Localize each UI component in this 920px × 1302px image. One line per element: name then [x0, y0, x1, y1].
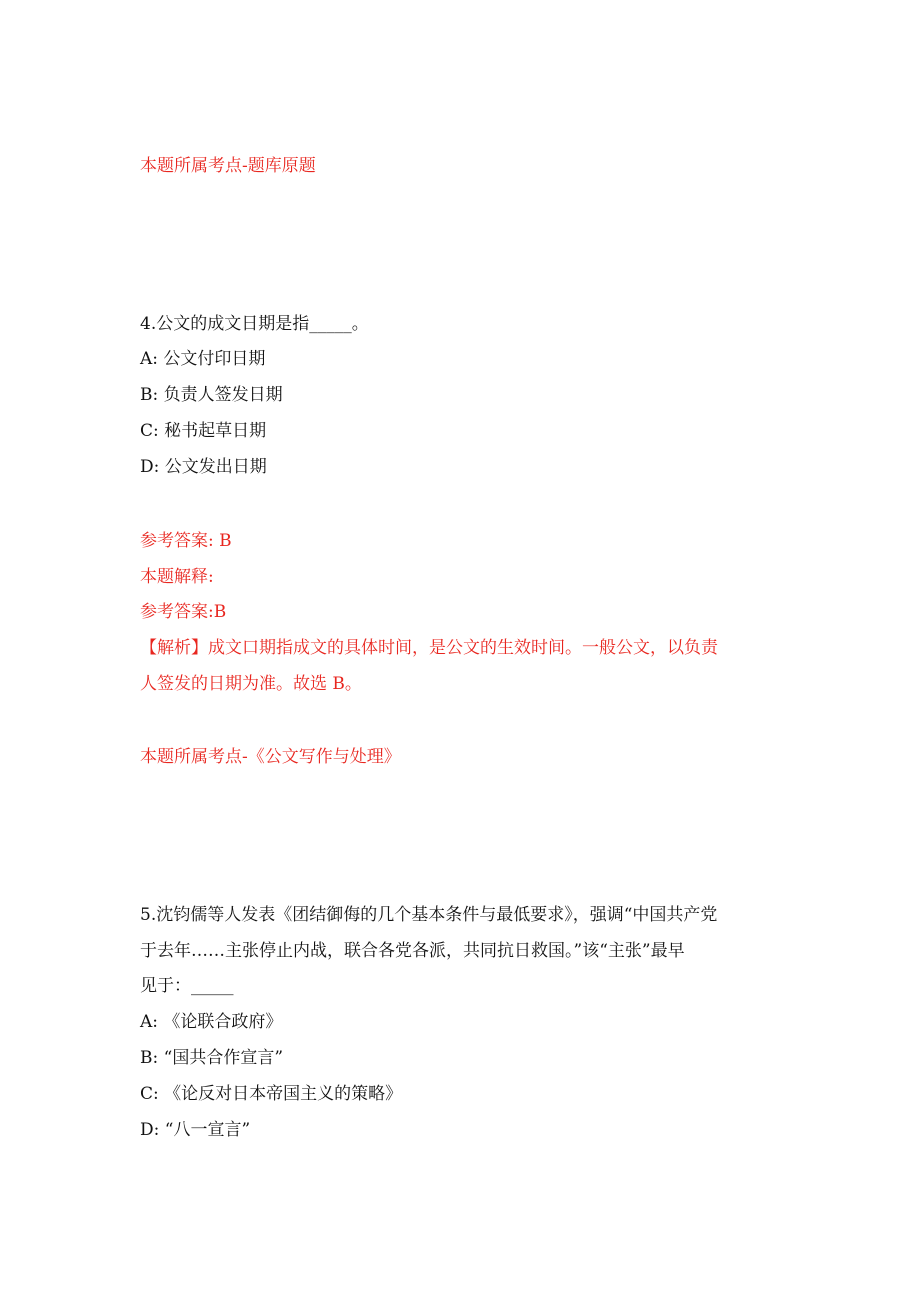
question-4-topic: 本题所属考点-《公文写作与处理》 [140, 747, 401, 767]
question-5-option-a: A: 《论联合政府》 [140, 1012, 283, 1032]
question-4-explanation-label: 本题解释: [140, 567, 214, 587]
question-4-explanation-line-1: 【解析】成文口期指成文的具体时间，是公文的生效时间。一般公文，以负责 [140, 638, 718, 658]
question-4-option-c: C: 秘书起草日期 [140, 421, 267, 441]
question-4-option-b: B: 负责人签发日期 [140, 385, 283, 405]
question-5-option-b: B: “国共合作宣言” [140, 1048, 284, 1068]
question-5-stem-line-1: 5.沈钧儒等人发表《团结御侮的几个基本条件与最低要求》，强调“中国共产党 [140, 905, 718, 925]
question-4-stem: 4.公文的成文日期是指_____。 [140, 314, 369, 334]
question-5-stem-line-2: 于去年……主张停止内战，联合各党各派，共同抗日救国。”该“主张”最早 [140, 941, 685, 961]
previous-topic: 本题所属考点-题库原题 [140, 156, 316, 176]
question-4-option-a: A: 公文付印日期 [140, 349, 266, 369]
question-4-option-d: D: 公文发出日期 [140, 457, 267, 477]
question-4-answer: 参考答案: B [140, 531, 232, 551]
question-5-option-c: C: 《论反对日本帝国主义的策略》 [140, 1084, 403, 1104]
question-5-option-d: D: “八一宣言” [140, 1120, 251, 1140]
question-4-answer-repeat: 参考答案:B [140, 602, 227, 622]
question-5-stem-line-3: 见于：_____ [140, 976, 234, 996]
question-4-explanation-line-2: 人签发的日期为准。故选 B。 [140, 674, 362, 694]
